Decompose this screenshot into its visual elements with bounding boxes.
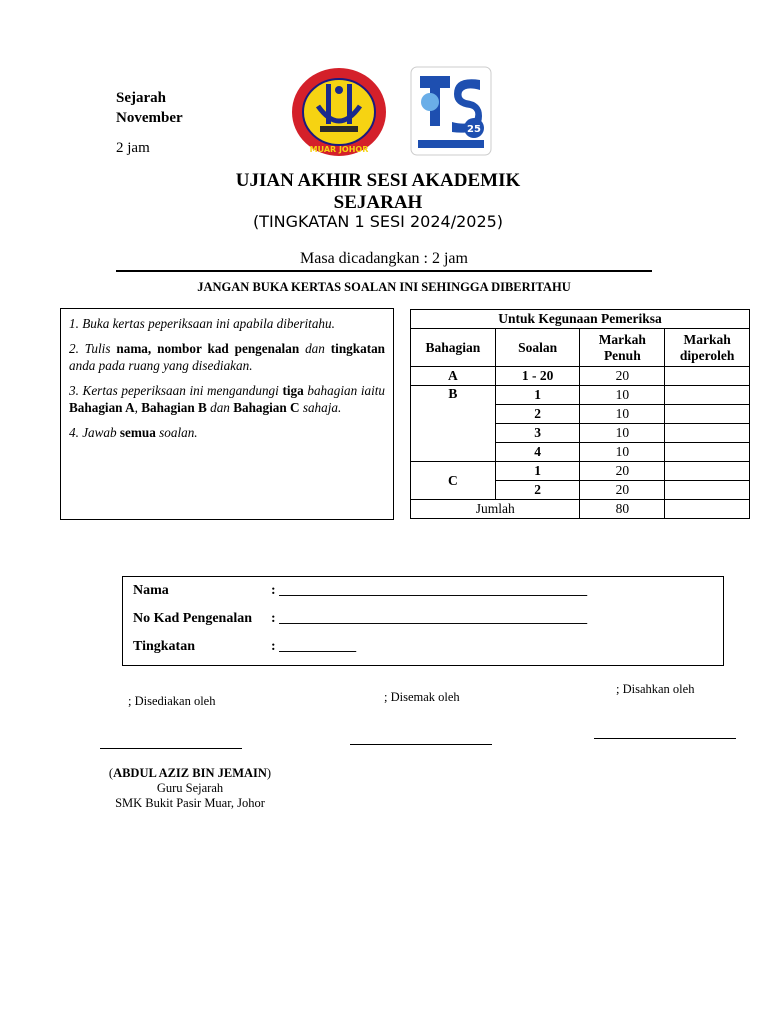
col-header-soalan: Soalan xyxy=(495,329,580,367)
instruction-2: 2. Tulis nama, nombor kad pengenalan dan tingkatan anda pada ruang yang disediakan. xyxy=(69,341,386,373)
total-value: 80 xyxy=(580,500,665,519)
ts25-number: 25 xyxy=(467,124,481,135)
checked-by-label: ; Disemak oleh xyxy=(384,690,460,704)
table-row: B 1 10 xyxy=(411,386,750,405)
school-name: SMK Bukit Pasir Muar, Johor xyxy=(115,796,265,810)
form-label: Tingkatan xyxy=(133,639,195,654)
exam-subject: SEJARAH xyxy=(333,192,423,213)
ic-field[interactable]: : ____________________________________________ xyxy=(271,611,588,626)
exam-title: UJIAN AKHIR SESI AKADEMIK xyxy=(235,170,521,191)
instruction-1: 1. Buka kertas peperiksaan ini apabila diberitahu. xyxy=(69,316,335,331)
col-header-bahagian: Bahagian xyxy=(411,329,496,367)
table-row: C 1 20 xyxy=(411,462,750,481)
instruction-3: 3. Kertas peperiksaan ini mengandungi tiga bahagian iaitu Bahagian A, Bahagian B dan Bahagian C sahaja. xyxy=(69,383,386,415)
table-row: 2 20 xyxy=(411,481,750,500)
name-row[interactable] xyxy=(133,583,587,599)
prepared-signature-line xyxy=(100,748,242,749)
month: November xyxy=(116,110,183,126)
approved-by-label: ; Disahkan oleh xyxy=(616,682,695,696)
col-header-markah-penuh: Markah Penuh xyxy=(580,329,665,367)
school-crest-logo xyxy=(290,66,388,158)
instructions-box xyxy=(60,308,394,520)
ts25-logo xyxy=(410,66,492,156)
form-field[interactable]: : ___________ xyxy=(271,639,357,654)
examiner-marks-table xyxy=(410,309,750,519)
approved-signature-line xyxy=(594,738,736,739)
table-row: 3 10 xyxy=(411,424,750,443)
preparer-details xyxy=(60,766,320,811)
duration: 2 jam xyxy=(116,140,150,156)
score-cell[interactable] xyxy=(665,462,750,481)
suggested-time: Masa dicadangkan : 2 jam xyxy=(300,250,468,267)
total-score-cell[interactable] xyxy=(665,500,750,519)
candidate-info-box xyxy=(122,576,724,666)
score-cell[interactable] xyxy=(665,443,750,462)
table-row: 2 10 xyxy=(411,405,750,424)
instruction-4: 4. Jawab semua soalan. xyxy=(69,425,198,440)
header-info xyxy=(116,88,183,158)
table-total-row xyxy=(411,500,750,519)
divider xyxy=(116,270,652,272)
name-label: Nama xyxy=(133,583,169,598)
subject: Sejarah xyxy=(116,90,166,106)
school-crest-text: MUAR JOHOR xyxy=(309,145,369,154)
exam-form-session: (TINGKATAN 1 SESI 2024/2025) xyxy=(252,212,504,231)
score-cell[interactable] xyxy=(665,481,750,500)
score-cell[interactable] xyxy=(665,386,750,405)
col-header-markah-diperoleh: Markah diperoleh xyxy=(665,329,750,367)
table-title: Untuk Kegunaan Pemeriksa xyxy=(411,310,750,329)
name-field[interactable]: : ____________________________________________ xyxy=(271,583,588,598)
score-cell[interactable] xyxy=(665,424,750,443)
table-row: 4 10 xyxy=(411,443,750,462)
total-label: Jumlah xyxy=(411,500,580,519)
table-row: A 1 - 20 20 xyxy=(411,367,750,386)
form-row[interactable] xyxy=(133,639,356,655)
score-cell[interactable] xyxy=(665,405,750,424)
checked-signature-line xyxy=(350,744,492,745)
score-cell[interactable] xyxy=(665,367,750,386)
prepared-by-label: ; Disediakan oleh xyxy=(128,694,216,708)
teacher-role: Guru Sejarah xyxy=(156,781,224,795)
teacher-name: (ABDUL AZIZ BIN JEMAIN) xyxy=(108,766,272,780)
ic-row[interactable] xyxy=(133,611,587,627)
ic-label: No Kad Pengenalan xyxy=(133,611,253,626)
warning-notice: JANGAN BUKA KERTAS SOALAN INI SEHINGGA DIBERITAHU xyxy=(197,280,571,294)
